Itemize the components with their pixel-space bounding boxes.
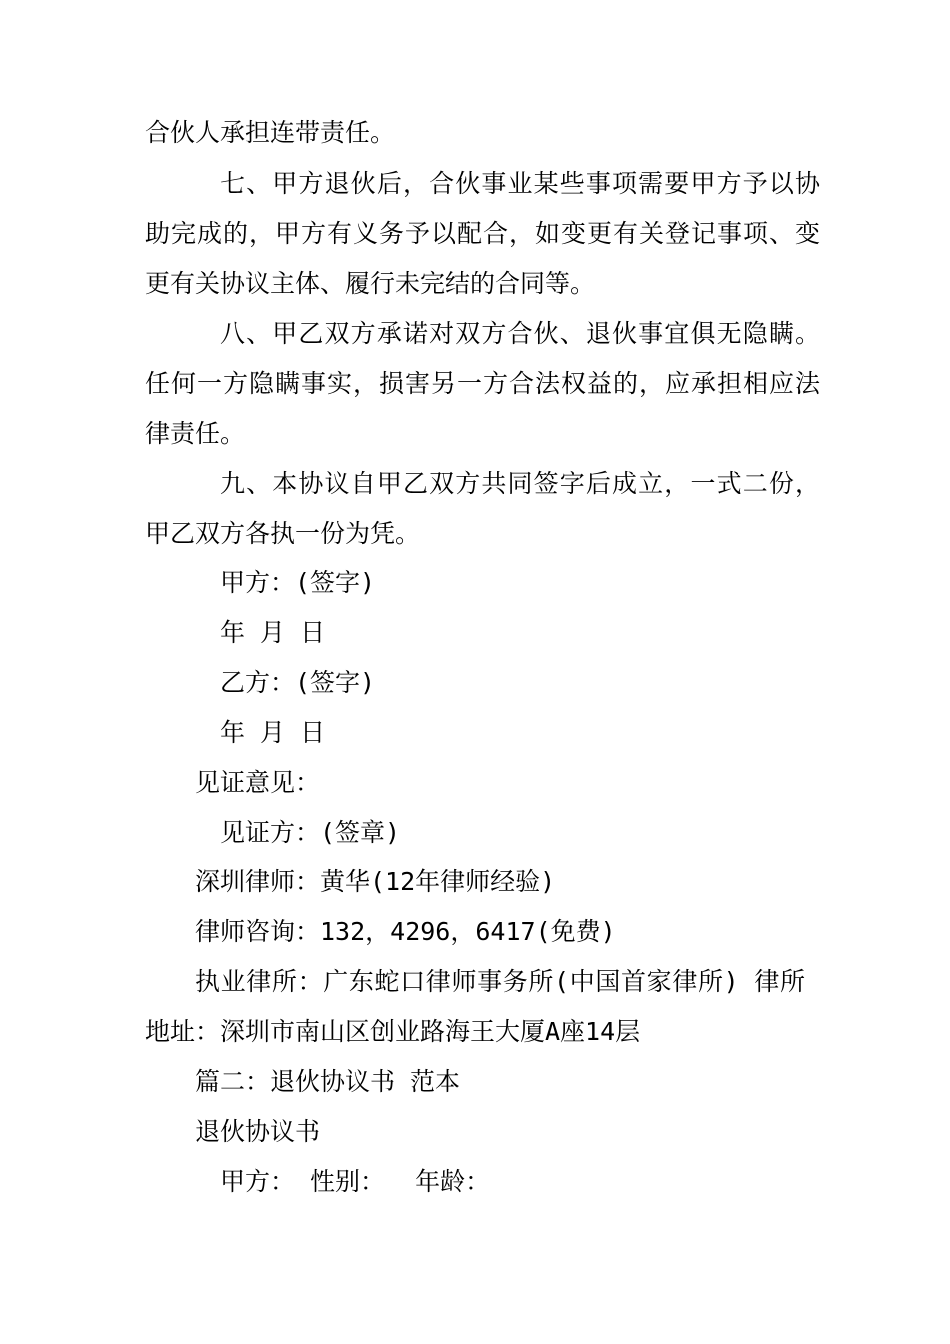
clause-nine-line-1: 九、本协议自甲乙双方共同签字后成立，一式二份，: [220, 469, 820, 498]
clause-nine-line-2: 甲乙双方各执一份为凭。: [145, 519, 421, 548]
agreement-title: 退伙协议书: [195, 1117, 321, 1146]
section-two-heading: 篇二：退伙协议书 范本: [195, 1067, 461, 1096]
party-b-signature: 乙方：(签字): [220, 668, 376, 697]
clause-seven-line-1: 七、甲方退伙后，合伙事业某些事项需要甲方予以协: [220, 169, 820, 198]
clause-eight-line-3: 律责任。: [145, 419, 246, 448]
party-a-signature: 甲方：(签字): [220, 568, 376, 597]
clause-seven-line-3: 更有关协议主体、履行未完结的合同等。: [145, 269, 596, 298]
party-b-date: 年 月 日: [220, 718, 326, 747]
clause-eight-line-2: 任何一方隐瞒事实，损害另一方合法权益的，应承担相应法: [145, 369, 820, 398]
witness-opinion: 见证意见：: [195, 768, 321, 797]
clause-eight-line-1: 八、甲乙双方承诺对双方合伙、退伙事宜俱无隐瞒。: [220, 319, 820, 348]
lawyer-consult: 律师咨询：132，4296，6417(免费): [195, 917, 616, 946]
lawyer-name: 深圳律师：黄华(12年律师经验): [195, 867, 556, 896]
paragraph-line-1: 合伙人承担连带责任。: [145, 118, 396, 147]
party-a-date: 年 月 日: [220, 618, 326, 647]
clause-seven-line-2: 助完成的，甲方有义务予以配合，如变更有关登记事项、变: [145, 219, 820, 248]
law-firm-line-1: 执业律所：广东蛇口律师事务所(中国首家律所) 律所: [195, 967, 805, 996]
law-firm-address: 地址：深圳市南山区创业路海王大厦A座14层: [145, 1017, 641, 1046]
witness-seal: 见证方：(签章): [220, 818, 401, 847]
party-a-info: 甲方： 性别： 年龄：: [220, 1167, 491, 1196]
